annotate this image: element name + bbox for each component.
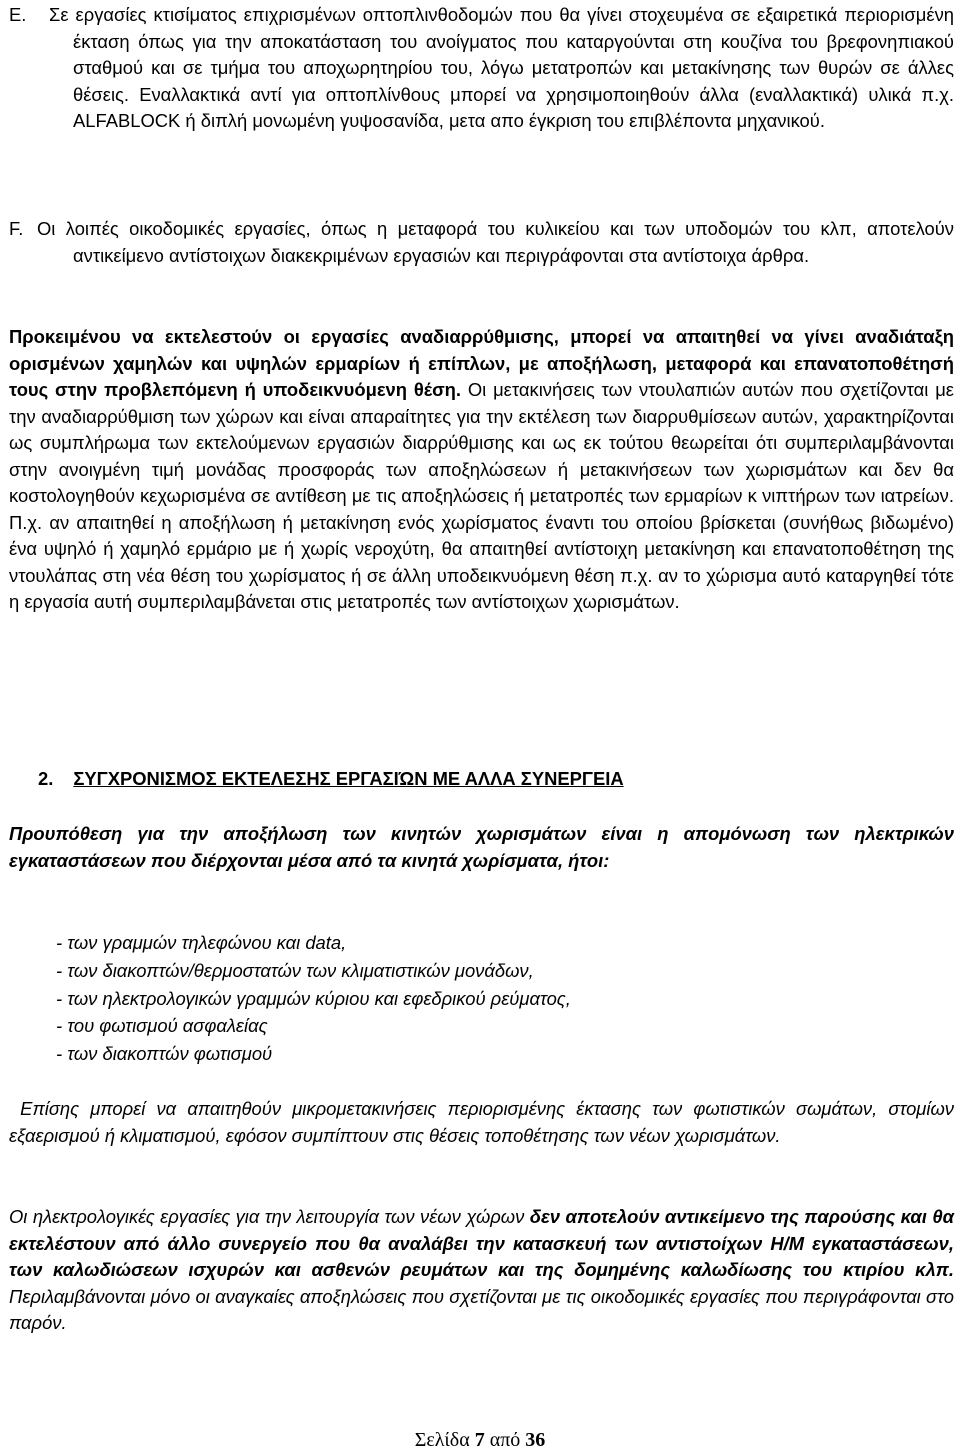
section-2-title: ΣΥΓΧΡΟΝΙΣΜΟΣ ΕΚΤΕΛΕΣΗΣ ΕΡΓΑΣΙΏΝ ΜΕ ΑΛΛΑ ΣΥΝΕΡΓΕΙΑ	[73, 768, 624, 789]
rearrangement-normal-text: Οι μετακινήσεις των ντουλαπιών αυτών που σχετίζονται με την αναδιαρρύθμιση των χώρων και είναι απαραίτητες για την εκτέλεση των διαρρυθμίσεων αυτών, χαρακτηρίζονται ως συμπλήρωμα των εκτελούμενων εργασιών διαρρύθμισης και ως εκ τούτου θεωρείται ότι συμπεριλαμβάνονται στην ανοιγμένη τιμή μονάδας προσφοράς των αποξηλώσεων ή μετακινήσεων των χωρισμάτων και δεν θα κοστολογηθούν κεχωρισμένα σε αντίθεση με τις αποξηλώσεις ή μετατροπές των ερμαρίων κ νιπτήρων των ιατρείων. Π.χ. αν απαιτηθεί η αποξήλωση ή μετακίνηση ενός χωρίσματος έναντι του οποίου βρίσκεται (συνήθως βιδωμένο) ένα υψηλό ή χαμηλό ερμάριο με ή χωρίς νεροχύτη, θα απαιτηθεί αντίστοιχη μετακίνηση και επανατοποθέτηση της ντουλάπας στη νέα θέση του χωρίσματος ή σε άλλη υποδεικνυόμενη θέση π.χ. αν το χώρισμα αυτό καταργηθεί τότε η εργασία αυτή συμπεριλαμβάνεται στις μετατροπές των αντίστοιχων χωρισμάτων.	[9, 379, 954, 612]
section-2-number: 2.	[38, 768, 54, 789]
footer-total-pages: 36	[525, 1429, 546, 1451]
rearrangement-bold-text: Προκειμένου να εκτελεστούν οι εργασίες αναδιαρρύθμισης, μπορεί να απαιτηθεί να γίνει αναδιάταξη ορισμένων χαμηλών και υψηλών ερμαρίων ή επίπλων, με αποξήλωση, μεταφορά και επανατοποθέτησή τους στην προβλεπόμενη ή υποδεικνυόμενη θέση.	[9, 326, 954, 400]
electrical-paragraph	[9, 1204, 954, 1337]
rearrangement-paragraph	[9, 324, 954, 616]
electrical-text-bold: δεν αποτελούν αντικείμενο της παρούσης και θα εκτελέστουν από άλλο συνεργείο που θα αναλάβει την κατασκευή των αντιστοίχων Η/Μ εγκαταστάσεων, των καλωδιώσεων ισχυρών και ασθενών ρευμάτων και της δομημένης καλωδίωσης του κτιρίου κλπ.	[9, 1206, 954, 1280]
section-f	[9, 216, 954, 269]
list-item: - των ηλεκτρολογικών γραμμών κύριου και εφεδρικού ρεύματος,	[56, 987, 571, 1009]
electrical-text-outro: Περιλαμβάνονται μόνο οι αναγκαίες αποξηλώσεις που σχετίζονται με τις οικοδομικές εργασίες που περιγράφονται στο παρόν.	[9, 1285, 954, 1333]
prerequisite-paragraph	[9, 821, 954, 874]
footer-current-page: 7	[474, 1429, 485, 1451]
electrical-text-intro: Οι ηλεκτρολογικές εργασίες για την λειτουργία των νέων χώρων	[9, 1206, 530, 1227]
section-e-label: E.	[9, 4, 27, 25]
list-item: - των γραμμών τηλεφώνου και data,	[56, 932, 347, 953]
also-text: Επίσης μπορεί να απαιτηθούν μικρομετακινήσεις περιορισμένης έκτασης των φωτιστικών σωμάτων, στομίων εξαερισμού ή κλιματισμού, εφόσον συμπίπτουν στις θέσεις τοποθέτησης των νέων χωρισμάτων.	[9, 1098, 960, 1146]
section-e-text: Σε εργασίες κτισίματος επιχρισμένων οπτοπλινθοδομών που θα γίνει στοχευμένα σε εξαιρετικά περιορισμένη έκταση όπως για την αποκατάσταση του ανοίγματος που καταργούνται στη κουζίνα του βρεφονηπιακού σταθμού και σε τμήμα του αποχωρητηρίου του, λόγω μετατροπών και μετακίνησης των θυρών σε άλλες θέσεις. Εναλλακτικά αντί για οπτοπλίνθους μπορεί να χρησιμοποιηθούν άλλα (εναλλακτικά) υλικά π.χ. ALFABLOCK ή διπλή μονωμένη γυψοσανίδα, μετα απο έγκριση του επιβλέποντα μηχανικού.	[49, 4, 954, 131]
footer-middle: από	[484, 1429, 526, 1451]
list-item: - των διακοπτών φωτισμού	[56, 1043, 273, 1065]
also-paragraph	[9, 1096, 960, 1149]
section-e	[9, 2, 954, 135]
section-f-text: Οι λοιπές οικοδομικές εργασίες, όπως η μεταφορά του κυλικείου και των υποδομών του κλπ, αποτελούν αντικείμενο αντίστοιχων διακεκριμένων εργασιών και περιγράφονται στα αντίστοιχα άρθρα.	[37, 218, 954, 266]
list-item: - των διακοπτών/θερμοστατών των κλιματιστικών μονάδων,	[56, 959, 534, 981]
list-item: - του φωτισμού ασφαλείας	[56, 1015, 268, 1037]
footer-prefix: Σελίδα	[414, 1429, 475, 1451]
section-f-label: F.	[9, 218, 24, 239]
section-2-heading	[38, 766, 624, 792]
bullet-list	[56, 929, 571, 1068]
page-footer	[0, 1427, 960, 1453]
prerequisite-text: Προυπόθεση για την αποξήλωση των κινητών χωρισμάτων είναι η απομόνωση των ηλεκτρικών εγκαταστάσεων που διέρχονται μέσα από τα κινητά χωρίσματα, ήτοι:	[9, 823, 954, 871]
